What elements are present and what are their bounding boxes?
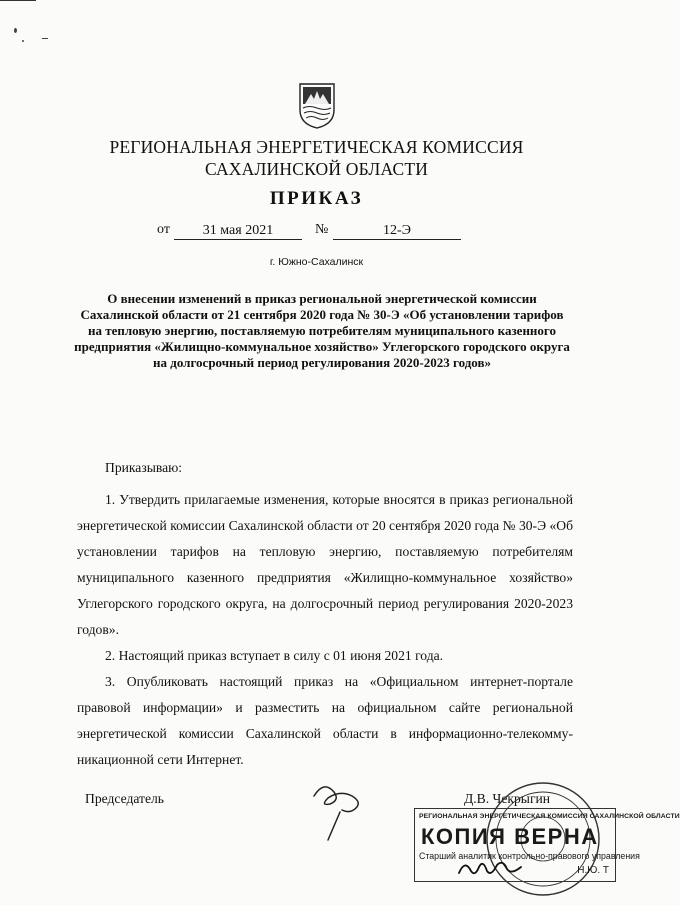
scan-artifact [22,40,24,42]
organization-line-2: САХАЛИНСКОЙ ОБЛАСТИ [204,159,429,179]
handwritten-signature-icon [300,770,380,850]
stamp-role: Старший аналитик контрольно-правового управления [419,851,640,861]
signatory-position: Председатель [85,791,164,806]
document-body [77,455,573,773]
paragraph-1: 1. Утвердить прилагаемые изменения, которые вносятся в приказ региональной энергетической комиссии Сахалинской области от 20 сентября 2020 года № 30-Э «Об установлении тарифов на тепловую энергию, поставляемую потребителям муниципального казенного предприятия «Жилищно-коммунальное хозяйство» Углегорского городского округа, на долгосрочный период регулирования 2020-2023 годов». [77,492,573,637]
paragraph-2: 2. Настоящий приказ вступает в силу с 01 июня 2021 года. [105,648,444,663]
scan-artifact [14,28,17,33]
scan-artifact [42,38,48,39]
signatory-name: Д.В. Чекрыгин [464,791,551,806]
city: г. Южно-Сахалинск [269,256,364,268]
date-label: от [157,222,170,237]
document-type: ПРИКАЗ [269,188,364,209]
number-label: № [315,222,329,237]
stamp-initials: Н.Ю. Т [577,865,609,876]
paragraph-3: 3. Опубликовать настоящий приказ на «Официальном интернет-портале правовой информации» и разместить на официальном сайте региональной энергетической комиссии Сахалинской области в информационно-телекоммуникационной сети Интернет. [77,674,573,767]
certified-copy-stamp [414,808,680,882]
stamp-signature-icon [455,855,525,879]
intro-text: Приказываю: [105,460,183,475]
organization-line-1: РЕГИОНАЛЬНАЯ ЭНЕРГЕТИЧЕСКАЯ КОМИССИЯ [109,137,524,157]
subject-heading: О внесении изменений в приказ региональной энергетической комиссии Сахалинской области от 21 сентября 2020 года № 30-Э «Об установлении тарифов на тепловую энергию, поставляемую потребителям муниципального казенного предприятия «Жилищно-коммунальное хозяйство» Углегорского городского округа на долгосрочный период регулирования 2020-2023 годов» [74,291,570,370]
number-value: 12-Э [333,222,461,240]
scan-edge-line [0,0,36,1]
organization-name [60,136,573,180]
coat-of-arms-icon [297,82,337,130]
date-value: 31 мая 2021 [174,222,302,240]
stamp-organization: РЕГИОНАЛЬНАЯ ЭНЕРГЕТИЧЕСКАЯ КОМИССИЯ САХАЛИНСКОЙ ОБЛАСТИ [419,813,680,820]
stamp-title: КОПИЯ ВЕРНА [421,824,599,849]
